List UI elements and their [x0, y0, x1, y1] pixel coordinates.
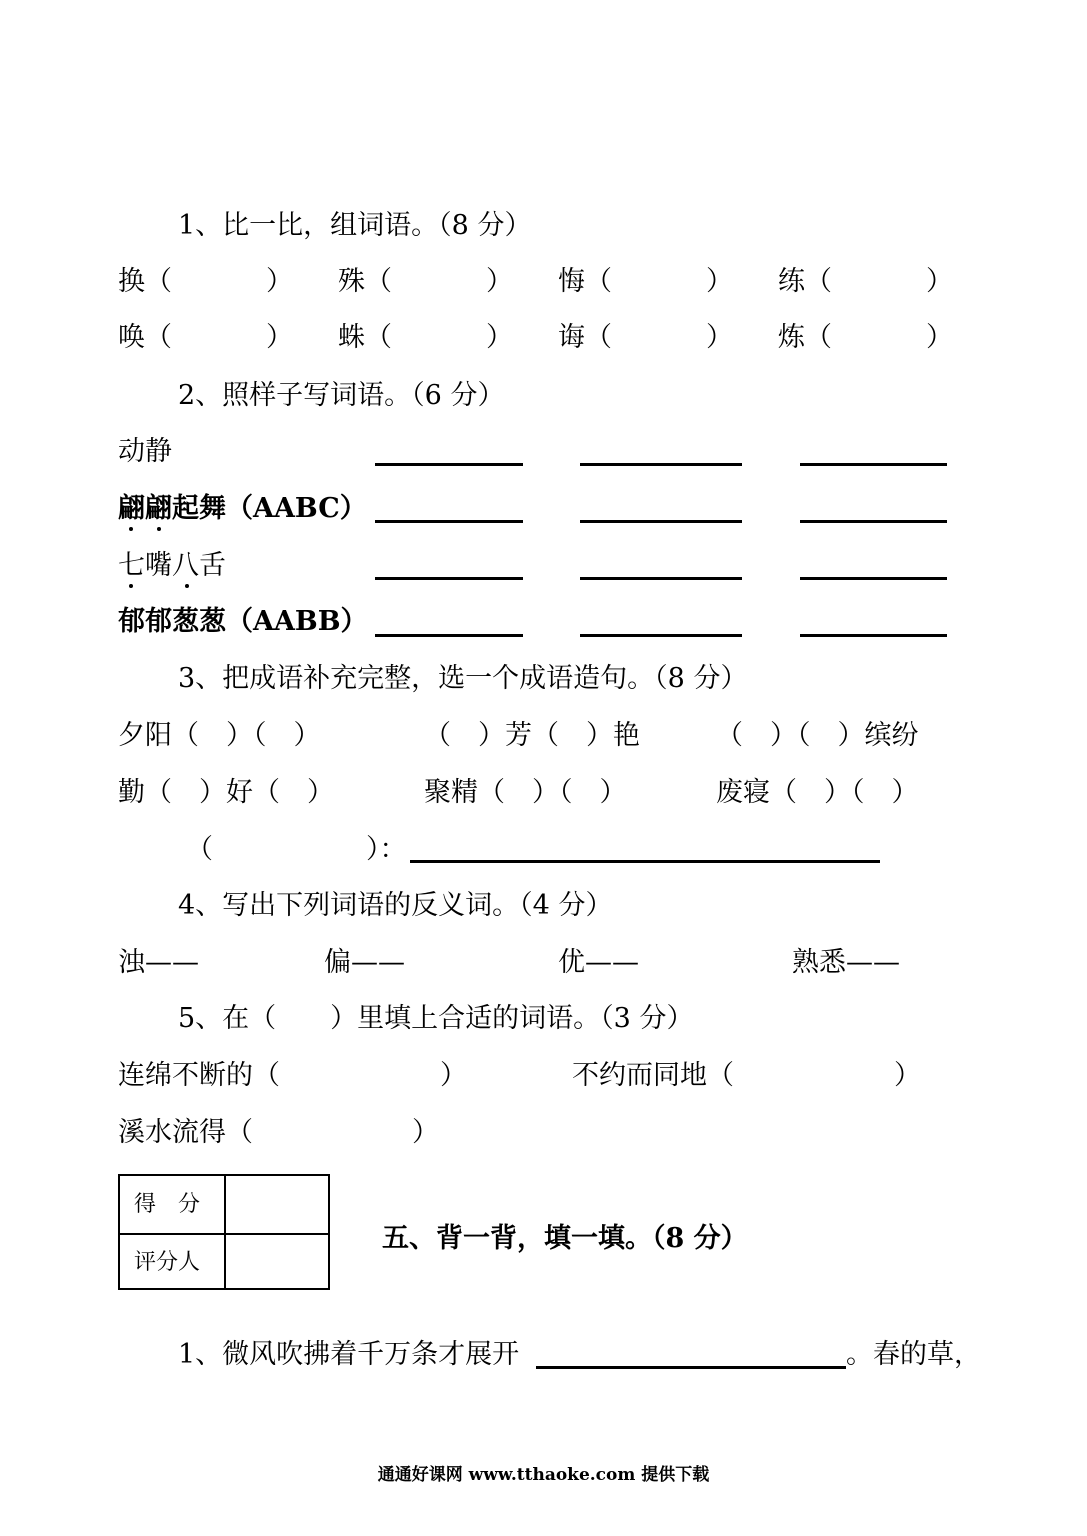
q1-paren-close: ） — [926, 266, 953, 297]
q1-char: 诲（ — [558, 322, 612, 353]
q1-title: 1、比一比，组词语。（8 分） — [178, 210, 532, 241]
q2-example: 七嘴八舌 — [118, 550, 226, 581]
q3-sentence-open: （ — [186, 834, 213, 865]
emphasis-dot — [157, 527, 161, 531]
answer-line[interactable] — [580, 577, 742, 580]
q2-title: 2、照样子写词语。（6 分） — [178, 380, 505, 411]
answer-line[interactable] — [375, 463, 523, 466]
section5-q1-text-end: 。春的草， — [846, 1339, 981, 1370]
grader-label: 评分人 — [134, 1250, 201, 1275]
q3-idiom: 聚精（ ）（ ） — [424, 777, 627, 808]
answer-line[interactable] — [800, 463, 947, 466]
answer-line[interactable] — [375, 634, 523, 637]
q2-example: 动静 — [118, 436, 172, 467]
q1-paren-close: ） — [266, 266, 293, 297]
answer-line[interactable] — [800, 520, 947, 523]
q1-char: 唤（ — [118, 322, 172, 353]
q1-char: 炼（ — [778, 322, 832, 353]
q1-paren-close: ） — [706, 266, 733, 297]
footer-watermark: 通通好课网 www.tthaoke.com 提供下载 — [377, 1465, 710, 1485]
q5-item: 溪水流得（ — [118, 1117, 253, 1148]
answer-line[interactable] — [375, 577, 523, 580]
answer-line[interactable] — [536, 1366, 846, 1369]
q3-idiom: 夕阳（ ）（ ） — [118, 720, 321, 751]
q4-item: 偏—— — [324, 947, 405, 978]
q1-char: 换（ — [118, 266, 172, 297]
q4-title: 4、写出下列词语的反义词。（4 分） — [178, 890, 613, 921]
q4-item: 浊—— — [118, 947, 199, 978]
q5-paren-close: ） — [440, 1060, 467, 1091]
answer-line[interactable] — [800, 577, 947, 580]
q1-paren-close: ） — [486, 322, 513, 353]
emphasis-dot — [185, 584, 189, 588]
q1-paren-close: ） — [706, 322, 733, 353]
score-box — [118, 1174, 330, 1290]
answer-line[interactable] — [580, 634, 742, 637]
section-title: 五、背一背，填一填。（8 分） — [382, 1223, 748, 1254]
q1-paren-close: ） — [266, 322, 293, 353]
answer-line[interactable] — [375, 520, 523, 523]
score-box-divider — [120, 1233, 328, 1235]
q1-paren-close: ） — [486, 266, 513, 297]
q3-idiom: 勤（ ）好（ ） — [118, 777, 334, 808]
q4-item: 熟悉—— — [792, 947, 900, 978]
q1-char: 练（ — [778, 266, 832, 297]
q3-idiom: 废寝（ ）（ ） — [716, 777, 919, 808]
q3-title: 3、把成语补充完整，选一个成语造句。（8 分） — [178, 663, 748, 694]
q1-char: 悔（ — [558, 266, 612, 297]
q5-title: 5、在（ ）里填上合适的词语。（3 分） — [178, 1003, 694, 1034]
q1-paren-close: ） — [926, 322, 953, 353]
q2-example: 郁郁葱葱（AABB） — [118, 606, 368, 637]
q5-item: 连绵不断的（ — [118, 1060, 280, 1091]
q5-paren-close: ） — [894, 1060, 921, 1091]
score-label: 得 分 — [134, 1192, 201, 1217]
emphasis-dot — [129, 584, 133, 588]
q4-item: 优—— — [558, 947, 639, 978]
q3-sentence-close: ）： — [366, 834, 407, 865]
q2-example: 翩翩起舞（AABC） — [118, 493, 367, 524]
score-box-divider — [224, 1176, 226, 1288]
q1-char: 殊（ — [338, 266, 392, 297]
answer-line[interactable] — [580, 463, 742, 466]
q1-char: 蛛（ — [338, 322, 392, 353]
q3-idiom: （ ）芳（ ）艳 — [424, 720, 640, 751]
answer-line[interactable] — [580, 520, 742, 523]
q5-paren-close: ） — [412, 1117, 439, 1148]
q3-idiom: （ ）（ ）缤纷 — [716, 720, 919, 751]
section5-q1-text: 1、微风吹拂着千万条才展开 — [178, 1339, 520, 1370]
answer-line[interactable] — [800, 634, 947, 637]
emphasis-dot — [129, 527, 133, 531]
q5-item: 不约而同地（ — [572, 1060, 734, 1091]
sentence-answer-line[interactable] — [410, 860, 880, 863]
